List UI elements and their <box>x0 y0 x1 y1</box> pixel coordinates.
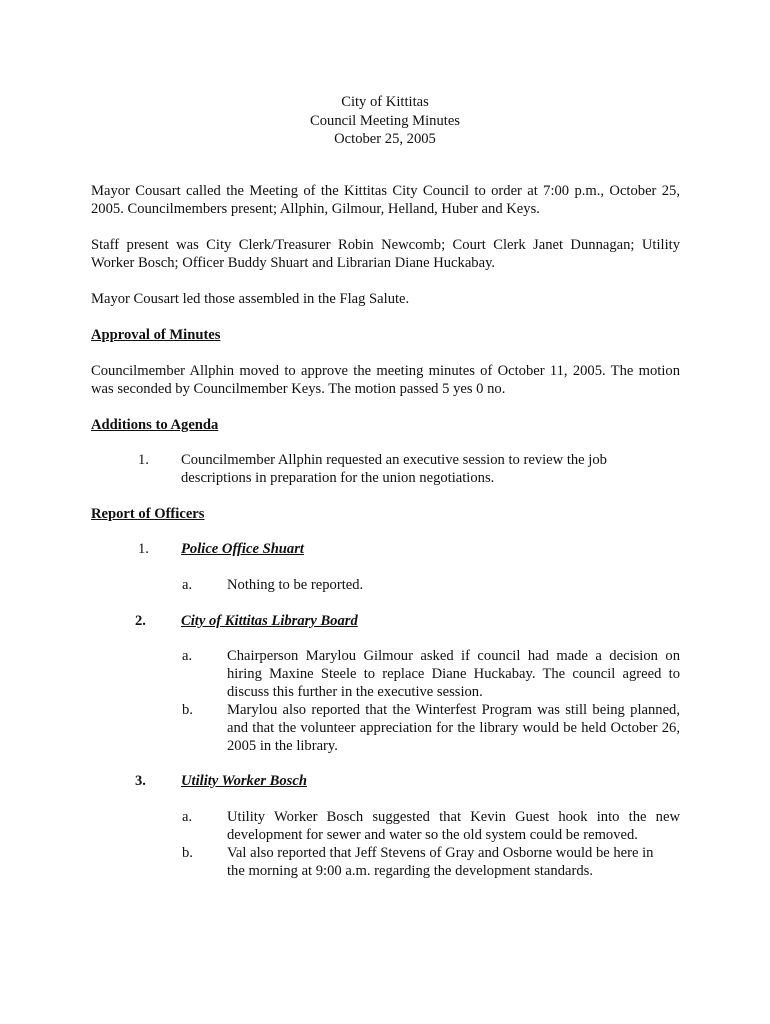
document-title: Council Meeting Minutes <box>310 112 460 129</box>
meeting-date: October 25, 2005 <box>334 131 436 147</box>
staff-present-paragraph: Staff present was City Clerk/Treasurer Robin Newcomb; Court Clerk Janet Dunnagan; Utility Worker Bosch; Officer Buddy Shuart and Librarian Diane Huckabay. <box>91 237 680 271</box>
officer-section-title: City of Kittitas Library Board <box>181 613 358 629</box>
agenda-item-number: 1. <box>138 452 149 468</box>
approval-of-minutes-heading: Approval of Minutes <box>91 327 221 343</box>
officer-section-title: Utility Worker Bosch <box>181 773 307 789</box>
officer-item-text: Nothing to be reported. <box>227 577 364 593</box>
approval-of-minutes-text: Councilmember Allphin moved to approve the meeting minutes of October 11, 2005. The motion was seconded by Councilmember Keys. The motion passed 5 yes 0 no. <box>91 363 680 397</box>
officer-item-text: Utility Worker Bosch suggested that Kevin Guest hook into the new development for sewer and water so the old system could be removed. <box>227 809 680 843</box>
additions-to-agenda-heading: Additions to Agenda <box>91 417 219 433</box>
officer-item-letter: a. <box>182 648 193 664</box>
city-name: City of Kittitas <box>341 94 429 110</box>
officer-item-letter: a. <box>182 577 193 593</box>
officer-section-title: Police Office Shuart <box>181 541 304 557</box>
officer-section-number: 1. <box>138 541 149 557</box>
flag-salute-paragraph: Mayor Cousart led those assembled in the Flag Salute. <box>91 291 410 307</box>
officer-item-text: Marylou also reported that the Winterfest Program was still being planned, and that the volunteer appreciation for the library would be held October 26, 2005 in the library. <box>227 702 680 754</box>
officer-section-number: 3. <box>135 773 146 789</box>
officer-item-letter: b. <box>182 702 193 718</box>
officer-item-text: Val also reported that Jeff Stevens of Gray and Osborne would be here in the morning at 9:00 a.m. regarding the development standards. <box>227 845 654 879</box>
officer-item-letter: a. <box>182 809 193 825</box>
officer-item-letter: b. <box>182 845 193 861</box>
report-of-officers-heading: Report of Officers <box>91 506 205 522</box>
document-header <box>0 93 770 149</box>
officer-section-number: 2. <box>135 613 146 629</box>
agenda-item-text: Councilmember Allphin requested an executive session to review the job descriptions in preparation for the union negotiations. <box>181 452 607 486</box>
officer-item-text: Chairperson Marylou Gilmour asked if council had made a decision on hiring Maxine Steele to replace Diane Huckabay. The council agreed to discuss this further in the executive session. <box>227 648 680 700</box>
call-to-order-paragraph: Mayor Cousart called the Meeting of the Kittitas City Council to order at 7:00 p.m., October 25, 2005. Councilmembers present; Allphin, Gilmour, Helland, Huber and Keys. <box>91 183 680 217</box>
